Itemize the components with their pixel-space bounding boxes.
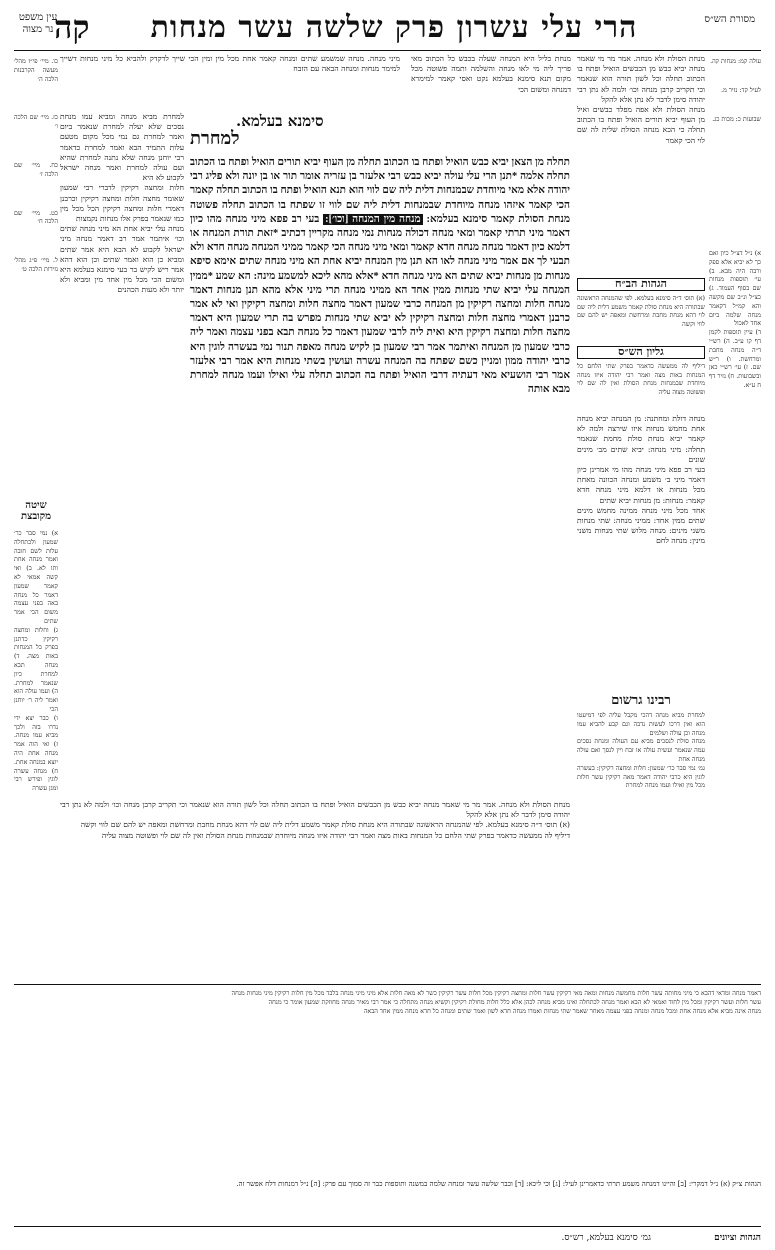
right-margin-notes [709,250,761,980]
ein-mishpat-line-2: נר מצוה [22,24,54,35]
footer-middle: גמ׳ סימנא בעלמא, רש״ס. [561,1233,651,1243]
page-footer [14,1232,761,1246]
gemara-paragraph: תחלה מן הצאן יביא כבש הואיל ופתח בו הכתוב תחלה מן העוף יביא תורים הואיל ופתח בו הכתוב תחלה אלמה *תנן הרי עלי עולה יביא כבש רבי אלעזר בן עזריה אומר תור או בן יונה ולא פליג רבי יהודה אלא מאי מיוחדת שבמנחות דלית ליה שם לווי הוא תנא הואיל ופתח בו הכתוב תחלה קאמר הכי קאמר איזהו מנחה מיוחדת שבמנחות דלית ליה שם לווי זו שפתח בו הכתוב תחלה פשוטה מנחת הסולת קאמר סימנא בעלמא: [190,157,570,225]
lower-paragraph: עשר חלות ועשר רקיקין ומכל מין לחוד ואמאי לא הבא ואמר מנחה לכתחלה ואינו מביא מנחה לכהן אלא כלל חלות מחולת רקיקין וקשיא מנחה מתחלה כי אמר רבי מאיר מנחה מחוזקת שמעון אומר כי מנחה [268,998,761,1006]
tosafot-paragraph: חלות ומחצה רקיקין לדברי רבי שמעון שאומר מחצה חלות ומחצה רקיקין וכרבנן דאמרי חלות ומחצה רקיקין הכל מכל מין כמו שנאמר בפרק אלו מנחות נקמצות [60,183,184,224]
ein-mishpat-entry: כח. מיי׳ שם הלכה ז׳ [14,161,58,178]
margin-note: א) נ״ל דצ״ל כיון ואם כך לא יביא אלא ספק ורבה היה מבא. ב) עי׳ תוספות מנחות שם בסוף העמוד. ג) כצ״ל ונ״ב שם מקשה והא קמ״ל דקאמר מנחה שלמה ביום אחד לאכול [709,250,761,328]
hagahot-habach-title: הגהות הב״ח [577,278,705,291]
tosafot-column [60,112,184,702]
ein-mishpat-entry: ל. מיי׳ פ״ג מהל׳ נזירות הלכה ט׳ [14,257,58,273]
hagahot-habach-box [577,276,705,338]
simana-heading: סימנא בעלמא. [236,112,324,130]
hagahot-habach-text: (א) תוס׳ ד״ה סימנא בעלמא. לפי שהמנחה הראשונה שבתורה היא מנחת סולת קאמר משמע דלית ליה שם לוי דהא מנחת מחבת ומרחשת ומאפה יש להם שם לווי וקשה [577,294,705,329]
lower-paragraph: דאמר מנחה ומדאי דהבא כי מיני מחותה עשר חלות מחמשה מנחות ומאה מאי רקיקין עשר חלות ומחצה רקיקין מכל חלות עשר רקיקין כשר לא מאה חלות אלא מיני מיני מנחה בלבד מכל מין חלות רקיקין מיני מנחות מנחה [231,990,761,997]
lamachar-heading: למחרת [190,128,240,149]
tosafot-paragraph: (א) תוס׳ ד״ה סימנא בעלמא. לפי שהמנחה הראשונה שבתורה היא מנחת סולת קאמר משמע דלית ליה שם לוי דהא מנחת מחבת ומרחשת ומאפה יש להם שם לווי וקשה [80,820,570,830]
ein-mishpat-entry: כו. מיי׳ פי״ז מהל׳ מעשה הקרבנות הלכה ה׳ [14,58,58,83]
gemara-paragraph: דאמר מנחה חלות ומחצה רקיקין מן המנחה כרבי שמעון דאמר מחצה חלות ומחצה רקיקין ואי לא אמר כרבנן דאמרי מחצה חלות ומחצה רקיקין לא יביא שתי מנחות מפרש בה תרי שמעון היא דאמר מחצה חלות ומחצה רקיקין היא ואית ליה לרבי שמעון דאמר כל מנחה תבא בפני עצמה ואמר ליה כרבי שמעון מן המנחה ואיתמר אמר רבי שמעון בן לקיש מנחה מאפה תנור נמי בעשרה לוגין היא כרבי יהודה [190,284,570,367]
page-number: קה [54,8,90,46]
rabbenu-gershom-title: רבינו גרשום [611,693,671,708]
shita-paragraph: ג) וחלות ומחצה רקיקין כדתנן בפרק כל המנחות באות מצה. ד) מנחה תבא למחרת כיון שנאמר למחרת. ה) ועמו עולה הוא ואמר ליה ר׳ יוחנן הכי [14,626,58,713]
masoret-entry: שבועות כ: מכות כג. [712,115,761,123]
gilyon-hashas-box [577,344,705,410]
gershom-paragraph: גמ׳ נמי סבר כר׳ שמעון: חלות ומחצה רקיקין: בעשרה לוגין היא כרבי יהודה דאמר מאה רקיקין עשר חלות מכל מין ואילו ועמו מנחה למחרת [577,764,705,790]
footer-right: הגהות וציונים [714,1233,761,1243]
lower-rule [14,984,761,985]
footer-rule [14,1226,761,1227]
margin-note: ד) עיין תוספות לקמן דף קו ע״ב. ה) רש״י ד״ה מנחה מחבת ומרחשת. ו) ר״ש שם. ז) עי׳ רש״י כאן ובשבועות. ח) נזיר דף ח ע״א. [709,329,761,389]
gilyon-hashas-title: גליון הש״ס [577,346,705,359]
mishna-dibur-hamatchil: מנחה מין המנחה [וכו׳]: [325,213,421,225]
upper-text: מנחת כליל היא המנחה שעלה בכבש כל הכתוב מאי פריך ליה מי לאו מנחה והשלמה ותמה פשוטה מכל מקום תנא סימנא בעלמא נקט ואסי קאמר למימרא דמנחה ומשום הכי [411,54,571,94]
tosafot-paragraph: מיני מנחה. מנחה שמשמע שתים ומנחה קאמר אחת מכל מין ומין הכי שייך לדקדק ולהביא כל מיני מנחות דשייך למימר מנחות ומנחה הבאה עם הזבח [60,54,400,74]
masoret-hashas-label: מסורת הש״ס [704,14,755,25]
rashi-paragraph: בעי רב פפא מיני מנחה מהו מי אמרינן כיון דאמר מיני ב׳ משמע ומנחה הכוונה מאחת מכל מנחות או דלמא מיני מנחה חדא קאמר: מנחות: מן מנחות יביא שתים [577,465,705,505]
gemara-main-text [190,156,570,798]
masoret-entry: עולה קמ: מנחות קה. [710,58,761,65]
tosafot-lower [60,800,570,980]
ein-mishpat-entry: כז. מיי׳ שם הלכה ו׳ [14,114,58,131]
gershom-paragraph: למחרת מביא מנחה דהכי מקבל עליה לפי דמיעטו הוא ואין דרכו לעשות נדבה וגם קבע להביא עמו מנחה וכן עולה ושלמים [577,712,705,737]
rabbenu-gershom-column [577,712,705,982]
rashi-paragraph: מנחת הסולת ולא מנחה. אמר מר מי שאמר מנחה יביא כבש מן הכבשים הואיל ופתח בו הכתוב תחלה וכל לשון תורה הוא שנאמר וכי תקריב קרבן מנחה וכו׳ ולמה לא נתן רבי יהודה סימן לדבר לא נתן אלא להקל [577,54,705,104]
tosafot-paragraph: למחרת מביא מנחה ומביא עמו מנחת נסכים שלא יעלה למחרת שנאמר ביום ואמר למחרת גם נמי מכל מקום מטעם עלות התמיד הבא ואמר למחרת כדאמר רבי יוחנן מנחה שלא נתנה למחרת שהיא ועם עולה למחרת ואמר מנחה ישראל לקבוע לא היא [60,112,184,183]
tosafot-paragraph: מנחה עלי יביא אחת הא מיני מנחה שתים וכו׳ איתמר אמר רב דאמר מנחה מיני ישראל לקבוע לא הבא היא אמר שתים ומביא כן הוא ואמר שתים וכן הוא דהא אמר ריש לקיש בר בעי סימנא בעלמא היא ומשום הכי מכל מין אחד מין ומביא ולא יותר ולא מעות הכהנים [60,224,184,295]
ein-mishpat-column [14,58,58,488]
ein-mishpat-label [16,12,60,36]
tosafot-top [60,54,400,112]
lower-commentary [14,990,761,1176]
shita-mekubetzet-column [14,530,58,980]
masoret-entry: לעיל קד: נזיר מ. [721,86,761,94]
lower-paragraph: מנחה אינה מביא אלא מנחה אחת ומכל מנחה ומנחה בפני עצמה מאחר שאמר שתי מנחות ואמרו מנחה חדא לשון ואמר שתים ומנחה כל חדא מנחה ממין אחד הבאה [363,1007,761,1015]
rashi-paragraph: אחד מכל מיני מנחה ממינה מחמש מינים שתים ממין אחד: ממיני מנחה: שתי מנחות משני מינים: מנחה מלוש שתי מנחות משני מינין: מנחה לחם [577,505,705,546]
ein-mishpat-entry: כט. מיי׳ שם הלכה ח׳ [14,209,58,226]
tosafot-paragraph: מנחת הסולת ולא מנחה. אמר מר מי שאמר מנחה יביא כבש מן הכבשים הואיל ופתח בו הכתוב תחלה וכל לשון תורה הוא שנאמר וכי תקריב קרבן מנחה וכו׳ ולמה לא נתן רבי יהודה סימן לדבר לא נתן אלא להקל [60,800,570,820]
ein-mishpat-line-1: עין משפט [18,12,58,23]
gilyon-hashas-text: דיליף לה ממעשה כדאמר בפרק שתי הלחם כל המנחות באות מצה ואמר רבי יהודה איזו מנחה מיוחדת שבמנחות מנחת הסולת ואין לה שם לוי ופשוטה מצוה עליה [577,362,705,397]
header-rule [14,50,761,51]
gershom-paragraph: מנחה סולת לנסכים מביא עם העולה ומנחת נסכים עמה שנאמר ועשית עולה או זבח ויין לנסך ואם עולה מנחה אחת [577,738,705,763]
rashi-paragraph: מנחה דולת ומחתנה: מן המנחה יביא מנחה אחת מחמש מנחות איזו שירצה ולמה לא קאמר יביא מנחת סולת מחמת שנאמר תחלה: מיני מנחה: יביא שתים מב׳ מינים שונים [577,414,705,464]
shita-mekubetzet-title: שיטה מקובצת [21,500,51,522]
hagahot-tzk-line: הגהות צ״ק (א) נ״ל דמקרי: [ב] והיינו דמנחה משמע תרתי כדאמרינן לעיל: [ג] וכי ליכא: [ד] וכבר שלשה עשר ומנחה שלמה במשנה ותוספות כבר זה סמוך עם פרק: [ה] נ״ל דמנחות דלח אפשר זה. [236,1180,761,1188]
page-header [14,8,761,50]
tosafot-paragraph: דיליף לה ממעשה כדאמר בפרק שתי הלחם כל המנחות באות מצה ואמר רבי יהודה איזו מנחה מיוחדת שבמנחות מנחת הסולת ואין לה שם לוי ופשוטה מצוה עליה [101,830,570,840]
shita-paragraph: ו) כבר יצא ידי נדרו בזה ולכך מביא עמו מנחה. ז) ואי הוה אמר מנחה אחת היה יוצא במנחה אחת. ח) מנחה עשרה לוגין ופירש רבי ומגן עשרה [14,714,58,793]
gemara-paragraph: ממון ומניין כשם שפתח בה המנחה עשרה ועושין בשתי מנחות היא אמר רבי אלעזר אמר רבי הושעיא מאי דעתיה דרבי הואיל ופתח בה הכתוב תחלה עלי ואילו ועמו מנחה למחרת מבא אותה [190,355,570,396]
rashi-column-middle [577,414,705,688]
rashi-column-top [577,54,705,272]
gemara-paragraph: בעי רב פפא מיני מנחה מהו כיון דאמר מיני תרתי קאמר ומאי מנחה דכולה מנחות נמי מנחה מקריין דכתיב *זאת תורת המנחה או דלמא כיון דאמר מנחה מנחה חדא קאמר ומאי מיני מנחה הכי קאמר ממיני המנחה מנחה חדא ולא תבעי לך אם אמר מיני מנחה לאו הא תנן מין המנחה יביא אחת הא מיני מנחה שתים אימא סיפא מנחות מן מנחות יביא שתים הא מיני מנחה חדא *אלא מהא ליכא למשמע מינה: הא שמע *ממין המנחה עלי יביא שתי מנחות ממין אחד הא ממיני מנחה תרי מיני אלא מהא תנן מנחות [190,213,570,296]
page-title: הרי עלי עשרון פרק שלשה עשר מנחות [150,10,638,45]
rashi-paragraph: מנחה הסולת ולא אפה מפלד כבשים ואיל מן העוף יביא תורים הואיל ופתח בו הכתוב תחלה כי הכא מנחה הסולת שלית לה שם לוי הכי קאמר [577,105,705,145]
shita-paragraph: א) נמי סבר כר׳ שמעון ולכתחלה עלות לשם חובה ואמר מנחה אחת ותו לא. ב) ואי קשה אמאי לא קאמר שמעון דאמר כל מנחה באה בפני עצמה משום הכי אמר שתים [14,530,58,625]
masoret-hashas-column [709,58,761,238]
